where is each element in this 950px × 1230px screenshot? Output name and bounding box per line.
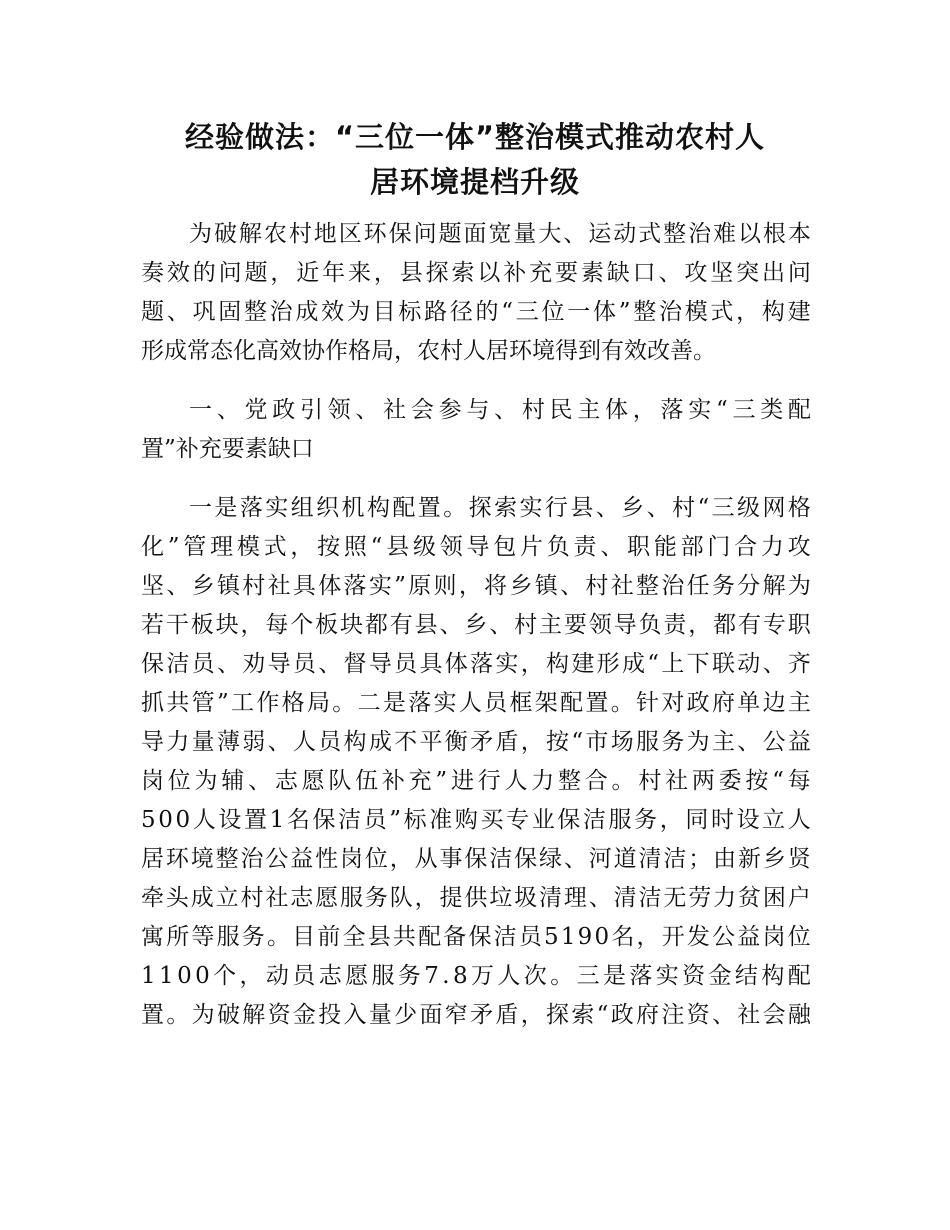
- document-body: [141, 215, 811, 1035]
- paragraph-line: 化 ” 管 理 模 式 ， 按 照 “ 县 级 领 导 包 片 负 责 、 职 能 部 门 合 力 攻: [141, 534, 811, 560]
- paragraph-line: 为 破 解 农 村 地 区 环 保 问 题 面 宽 量 大 、 运 动 式 整 治 难 以 根 本: [189, 221, 811, 247]
- paragraph-line: 形成常态化高效协作格局，农村人居环境得到有效改善。: [141, 338, 716, 364]
- paragraph-line: 导 力 量 薄 弱 、 人 员 构 成 不 平 衡 矛 盾 ， 按 “ 市 场 服 务 为 主 、 公 益: [141, 729, 811, 755]
- paragraph-line: 坚 、 乡 镇 村 社 具 体 落 实 ” 原 则 ， 将 乡 镇 、 村 社 整 治 任 务 分 解 为: [141, 573, 811, 599]
- paragraph-line: 牵 头 成 立 村 社 志 愿 服 务 队 ， 提 供 垃 圾 清 理 、 清 洁 无 劳 力 贫 困 户: [141, 885, 811, 911]
- paragraph-line: 5 0 0 人 设 置 1 名 保 洁 员 ” 标 准 购 买 专 业 保 洁 服 务 ， 同 时 设 立 人: [141, 807, 811, 833]
- paragraph-line: 题 、 巩 固 整 治 成 效 为 目 标 路 径 的 “ 三 位 一 体 ” 整 治 模 式 ， 构 建: [141, 299, 811, 325]
- paragraph-line: 一 、 党 政 引 领 、 社 会 参 与 、 村 民 主 体 ， 落 实 “ 三 类 配: [189, 397, 811, 423]
- document-title-line-1: 经验做法：“三位一体”整治模式推动农村人: [184, 120, 766, 154]
- paragraph-line: 寓 所 等 服 务 。 目 前 全 县 共 配 备 保 洁 员 5 1 9 0 名 ， 开 发 公 益 岗 位: [141, 924, 811, 950]
- paragraph-body: [141, 489, 811, 1035]
- paragraph-line: 若 干 板 块 ， 每 个 板 块 都 有 县 、 乡 、 村 主 要 领 导 负 责 ， 都 有 专 职: [141, 612, 811, 638]
- paragraph-line: 抓 共 管 ” 工 作 格 局 。 二 是 落 实 人 员 框 架 配 置 。 针 对 政 府 单 边 主: [141, 690, 811, 716]
- section-heading: [141, 391, 811, 469]
- paragraph-intro: [141, 215, 811, 371]
- paragraph-line: 置 。 为 破 解 资 金 投 入 量 少 面 窄 矛 盾 ， 探 索 “ 政 府 注 资 、 社 会 融: [141, 1002, 811, 1028]
- paragraph-line: 1 1 0 0 个 ， 动 员 志 愿 服 务 7 . 8 万 人 次 。 三 是 落 实 资 金 结 构 配: [141, 963, 811, 989]
- paragraph-line: 居 环 境 整 治 公 益 性 岗 位 ， 从 事 保 洁 保 绿 、 河 道 清 洁 ； 由 新 乡 贤: [141, 846, 811, 872]
- document-title-line-2: 居环境提档升级: [369, 165, 580, 199]
- paragraph-line: 一 是 落 实 组 织 机 构 配 置 。 探 索 实 行 县 、 乡 、 村 “ 三 级 网 格: [189, 495, 811, 521]
- paragraph-line: 奏 效 的 问 题 ， 近 年 来 ， 县 探 索 以 补 充 要 素 缺 口 、 攻 坚 突 出 问: [141, 260, 811, 286]
- paragraph-line: 保 洁 员 、 劝 导 员 、 督 导 员 具 体 落 实 ， 构 建 形 成 “ 上 下 联 动 、 齐: [141, 651, 811, 677]
- paragraph-line: 岗 位 为 辅 、 志 愿 队 伍 补 充 ” 进 行 人 力 整 合 。 村 社 两 委 按 “ 每: [141, 768, 811, 794]
- paragraph-line: 置”补充要素缺口: [141, 436, 314, 462]
